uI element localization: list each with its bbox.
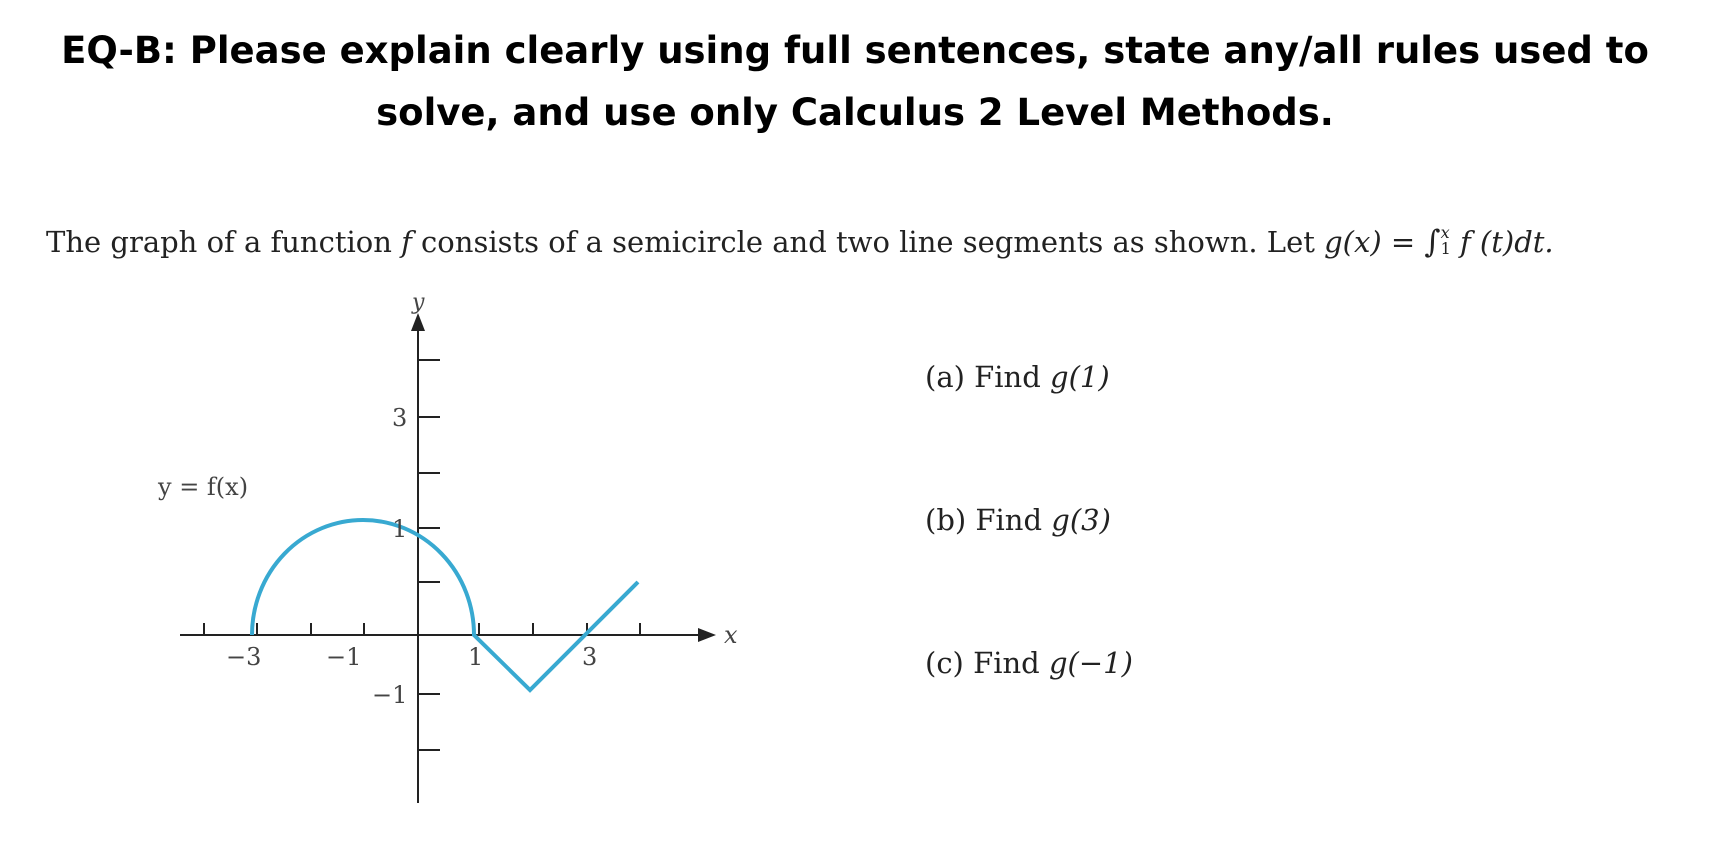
part-a-label: (a) Find bbox=[925, 360, 1050, 394]
instruction-header bbox=[0, 20, 1710, 144]
x-axis-label: x bbox=[724, 621, 738, 649]
function-label: y = f(x) bbox=[158, 473, 249, 501]
part-a bbox=[925, 360, 1110, 394]
part-b-label: (b) Find bbox=[925, 503, 1052, 537]
lower-limit: 1 bbox=[1440, 239, 1451, 258]
x-tick-label-1: 1 bbox=[468, 643, 484, 671]
y-tick-label-3: 3 bbox=[392, 404, 408, 432]
part-b-expr: g(3) bbox=[1051, 503, 1111, 537]
x-axis-arrow-icon bbox=[698, 628, 716, 642]
problem-text-1: The graph of a function bbox=[46, 225, 402, 259]
problem-statement bbox=[46, 224, 1554, 260]
x-ticks bbox=[204, 623, 640, 635]
x-tick-label-neg3: −3 bbox=[226, 643, 262, 671]
y-axis-label: y bbox=[412, 290, 425, 315]
x-tick-label-neg1: −1 bbox=[326, 643, 362, 671]
instruction-line-2: solve, and use only Calculus 2 Level Methods. bbox=[376, 91, 1334, 134]
problem-text-2: consists of a semicircle and two line segments as shown. Let bbox=[411, 225, 1325, 259]
upper-limit: x bbox=[1440, 223, 1450, 242]
function-curve bbox=[252, 520, 638, 690]
instruction-line-1: EQ-B: Please explain clearly using full sentences, state any/all rules used to bbox=[61, 29, 1649, 72]
integral-sign: ∫ bbox=[1424, 224, 1441, 260]
part-c bbox=[925, 646, 1133, 680]
g-definition: g(x) = bbox=[1324, 225, 1425, 259]
part-c-expr: g(−1) bbox=[1048, 646, 1133, 680]
y-ticks bbox=[418, 360, 440, 750]
part-a-expr: g(1) bbox=[1050, 360, 1110, 394]
part-c-label: (c) Find bbox=[925, 646, 1049, 680]
integrand: f (t)dt. bbox=[1450, 225, 1554, 259]
y-tick-label-neg1: −1 bbox=[372, 681, 408, 709]
integral-limits bbox=[1441, 225, 1451, 257]
x-tick-label-3: 3 bbox=[582, 643, 598, 671]
function-graph bbox=[150, 290, 820, 815]
function-f: f bbox=[401, 225, 412, 259]
part-b bbox=[925, 503, 1111, 537]
y-tick-label-1: 1 bbox=[392, 515, 408, 543]
y-axis-arrow-icon bbox=[411, 313, 425, 331]
